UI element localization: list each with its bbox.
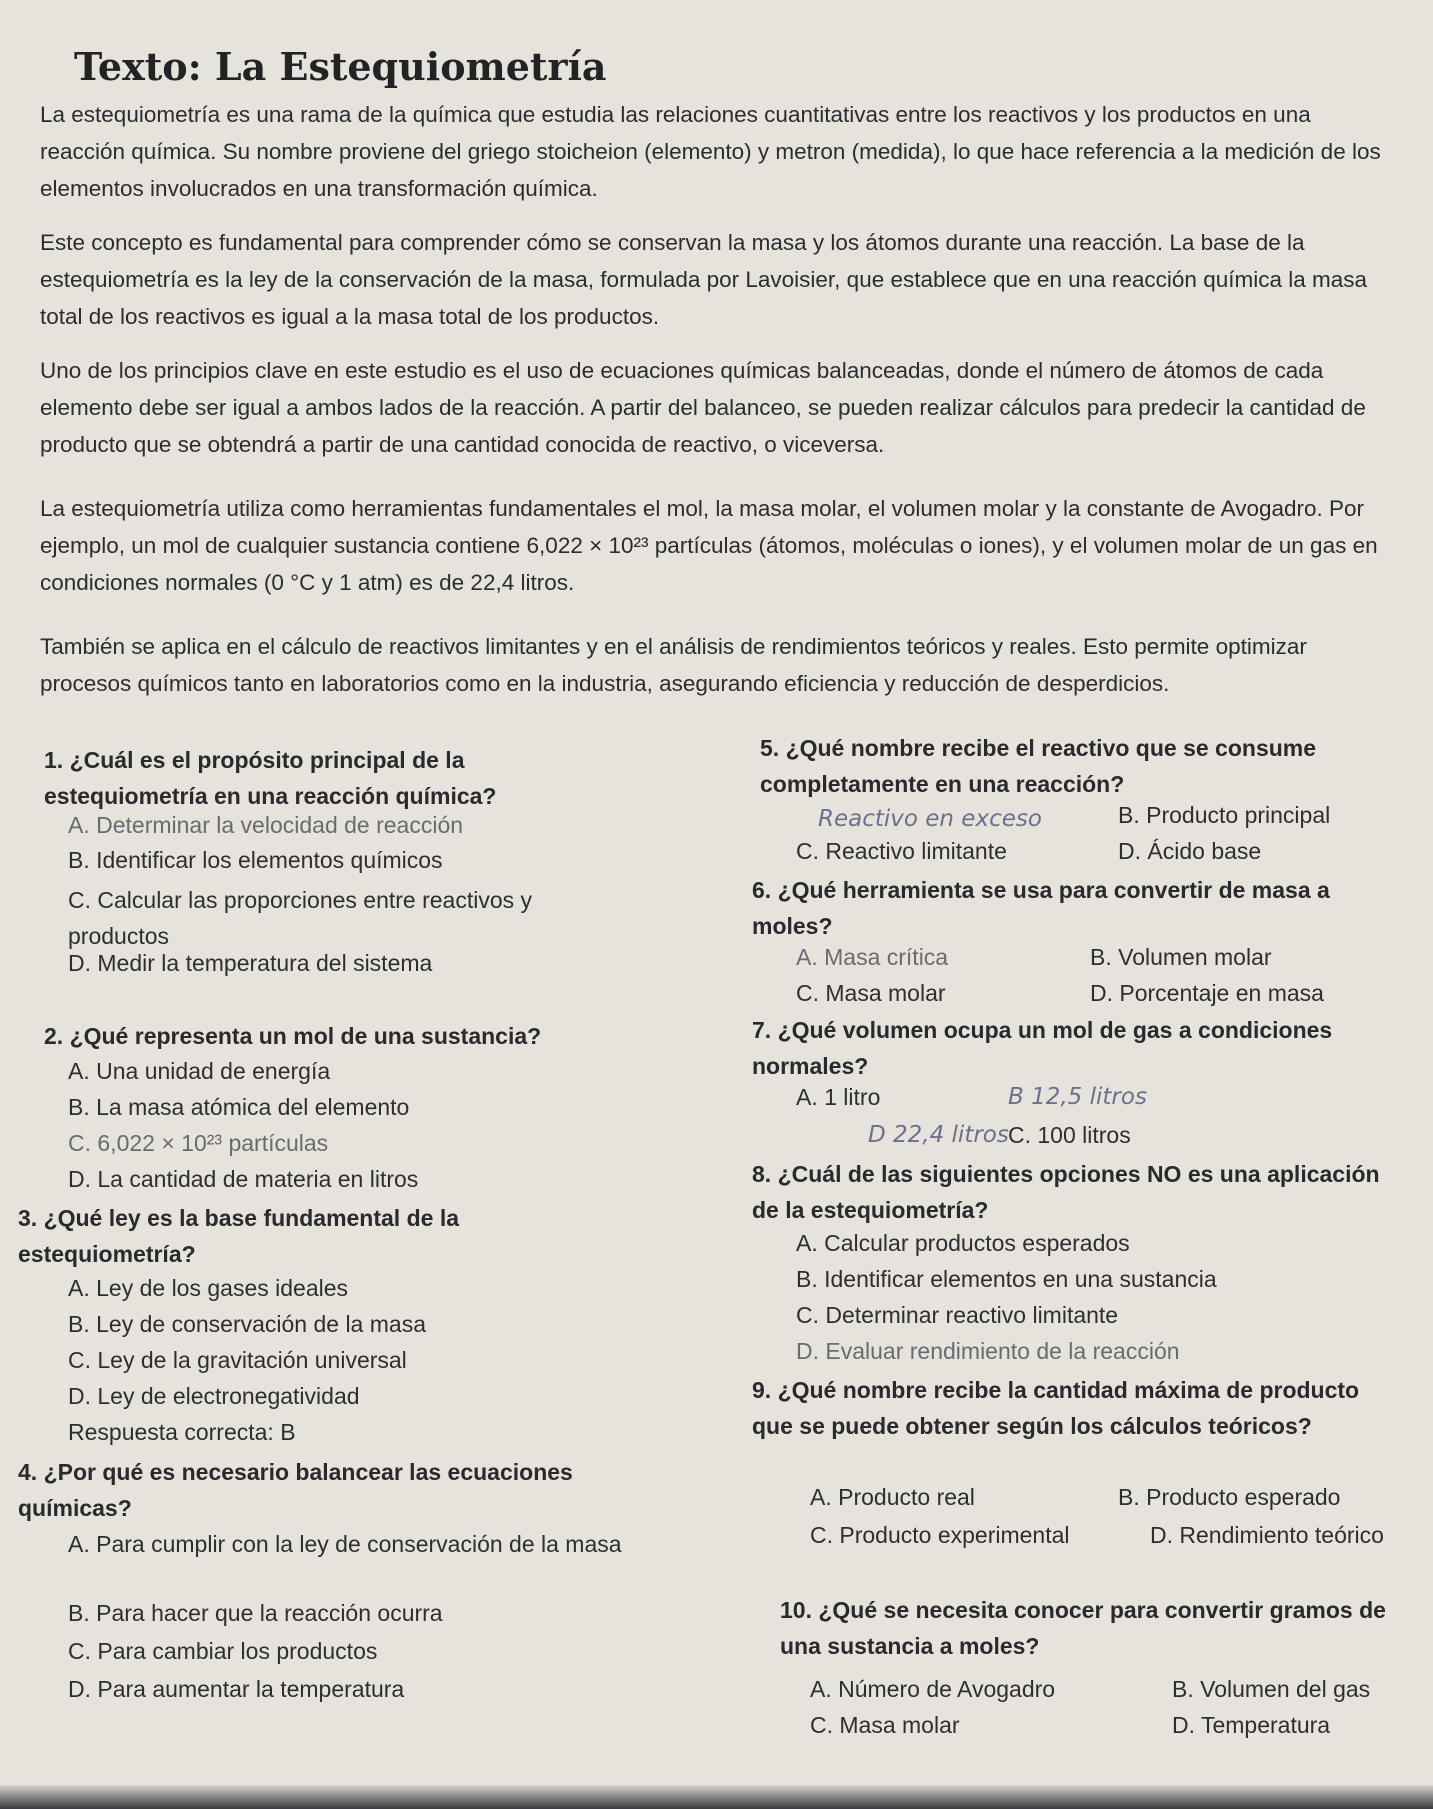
q3-option-b: B. Ley de conservación de la masa [68, 1311, 426, 1337]
paragraph-3: Uno de los principios clave en este estudio es el uso de ecuaciones químicas balanceadas, donde el número de átomos de cada elemento debe ser igual a ambos lados de la reacción. A partir del balanceo, se pueden realizar cálculos para predecir la cantidad de producto que se obtendrá a partir de una cantidad conocida de reactivo, o viceversa. [40, 358, 1366, 457]
paragraph-5: También se aplica en el cálculo de reactivos limitantes y en el análisis de rendimientos teóricos y reales. Esto permite optimizar procesos químicos tanto en laboratorios como en la industria, asegurando eficiencia y reducción de desperdicios. [40, 634, 1307, 696]
paragraph-2: Este concepto es fundamental para comprender cómo se conservan la masa y los átomos durante una reacción. La base de la estequiometría es la ley de la conservación de la masa, formulada por Lavoisier, que establece que en una reacción química la masa total de los reactivos es igual a la masa total de los productos. [40, 230, 1368, 329]
q7-option-b: B 12,5 litros [1008, 1084, 1147, 1110]
q6-option-a: A. Masa crítica [796, 944, 949, 970]
q3-option-c: C. Ley de la gravitación universal [68, 1347, 407, 1373]
page-title: Texto: La Estequiometría [74, 44, 607, 89]
question-7 [752, 1012, 1352, 1084]
q3-option-a: A. Ley de los gases ideales [68, 1275, 349, 1301]
question-2 [44, 1018, 604, 1054]
q1-option-a: A. Determinar la velocidad de reacción [68, 812, 464, 838]
q2-option-d: D. La cantidad de materia en litros [68, 1166, 419, 1192]
question-4-text: 4. ¿Por qué es necesario balancear las ecuaciones químicas? [18, 1459, 573, 1521]
q1-option-d: D. Medir la temperatura del sistema [68, 950, 433, 976]
q3-option-d: D. Ley de electronegatividad [68, 1383, 360, 1409]
q6-option-b: B. Volumen molar [1090, 944, 1272, 970]
q7-option-d: D 22,4 litros [868, 1122, 1009, 1148]
q8-option-b: B. Identificar elementos en una sustancia [796, 1266, 1217, 1292]
page-bottom-shadow [0, 1785, 1433, 1809]
q5-option-d: D. Ácido base [1118, 838, 1262, 864]
q9-option-a: A. Producto real [810, 1484, 975, 1510]
q7-option-c: C. 100 litros [1008, 1122, 1131, 1148]
q8-option-d: D. Evaluar rendimiento de la reacción [796, 1338, 1180, 1364]
question-10-text: 10. ¿Qué se necesita conocer para convertir gramos de una sustancia a moles? [780, 1597, 1386, 1659]
question-2-text: 2. ¿Qué representa un mol de una sustancia? [44, 1023, 542, 1049]
q9-option-d: D. Rendimiento teórico [1150, 1522, 1384, 1548]
question-4 [18, 1454, 638, 1526]
question-9-text: 9. ¿Qué nombre recibe la cantidad máxima de producto que se puede obtener según los cálculos teóricos? [752, 1377, 1360, 1439]
q9-option-b: B. Producto esperado [1118, 1484, 1341, 1510]
q10-option-d: D. Temperatura [1172, 1712, 1331, 1738]
q4-option-b: B. Para hacer que la reacción ocurra [68, 1600, 443, 1626]
q8-option-a: A. Calcular productos esperados [796, 1230, 1130, 1256]
q6-option-c: C. Masa molar [796, 980, 946, 1006]
q6-option-d: D. Porcentaje en masa [1090, 980, 1324, 1006]
question-8-text: 8. ¿Cuál de las siguientes opciones NO es una aplicación de la estequiometría? [752, 1161, 1380, 1223]
q4-option-c: C. Para cambiar los productos [68, 1638, 378, 1664]
question-3-text: 3. ¿Qué ley es la base fundamental de la estequiometría? [18, 1205, 459, 1267]
q2-option-b: B. La masa atómica del elemento [68, 1094, 410, 1120]
question-1 [44, 742, 564, 814]
question-6-text: 6. ¿Qué herramienta se usa para convertir de masa a moles? [752, 877, 1330, 939]
q5-option-b: B. Producto principal [1118, 802, 1331, 828]
q5-handwritten-answer: Reactivo en exceso [818, 806, 1042, 832]
q2-option-a: A. Una unidad de energía [68, 1058, 331, 1084]
q1-option-c: C. Calcular las proporciones entre reactivos y productos [68, 887, 533, 949]
q1-option-b: B. Identificar los elementos químicos [68, 847, 443, 873]
q10-option-b: B. Volumen del gas [1172, 1676, 1371, 1702]
paragraph-1: La estequiometría es una rama de la química que estudia las relaciones cuantitativas entre los reactivos y los productos en una reacción química. Su nombre proviene del griego stoicheion (elemento) y metron (medida), lo que hace referencia a la medición de los elementos involucrados en una transformación química. [40, 102, 1381, 201]
q10-option-a: A. Número de Avogadro [810, 1676, 1056, 1702]
question-10 [780, 1592, 1400, 1664]
question-7-text: 7. ¿Qué volumen ocupa un mol de gas a condiciones normales? [752, 1017, 1333, 1079]
question-1-text: 1. ¿Cuál es el propósito principal de la estequiometría en una reacción química? [44, 747, 497, 809]
question-3 [18, 1200, 578, 1272]
q5-option-c: C. Reactivo limitante [796, 838, 1007, 864]
question-6 [752, 872, 1392, 944]
question-5-text: 5. ¿Qué nombre recibe el reactivo que se consume completamente en una reacción? [760, 735, 1317, 797]
question-9 [752, 1372, 1392, 1444]
q3-answer: Respuesta correcta: B [68, 1419, 296, 1445]
q2-option-c: C. 6,022 × 10²³ partículas [68, 1130, 329, 1156]
q8-option-c: C. Determinar reactivo limitante [796, 1302, 1119, 1328]
paragraph-4: La estequiometría utiliza como herramientas fundamentales el mol, la masa molar, el volumen molar y la constante de Avogadro. Por ejemplo, un mol de cualquier sustancia contiene 6,022 × 10²³ partículas (átomos, moléculas o iones), y el volumen molar de un gas en condiciones normales (0 °C y 1 atm) es de 22,4 litros. [40, 496, 1378, 595]
question-8 [752, 1156, 1392, 1228]
question-5 [760, 730, 1380, 802]
q9-option-c: C. Producto experimental [810, 1522, 1070, 1548]
q4-option-a: A. Para cumplir con la ley de conservación de la masa [68, 1531, 622, 1557]
q7-option-a: A. 1 litro [796, 1084, 881, 1110]
q10-option-c: C. Masa molar [810, 1712, 960, 1738]
q4-option-d: D. Para aumentar la temperatura [68, 1676, 405, 1702]
